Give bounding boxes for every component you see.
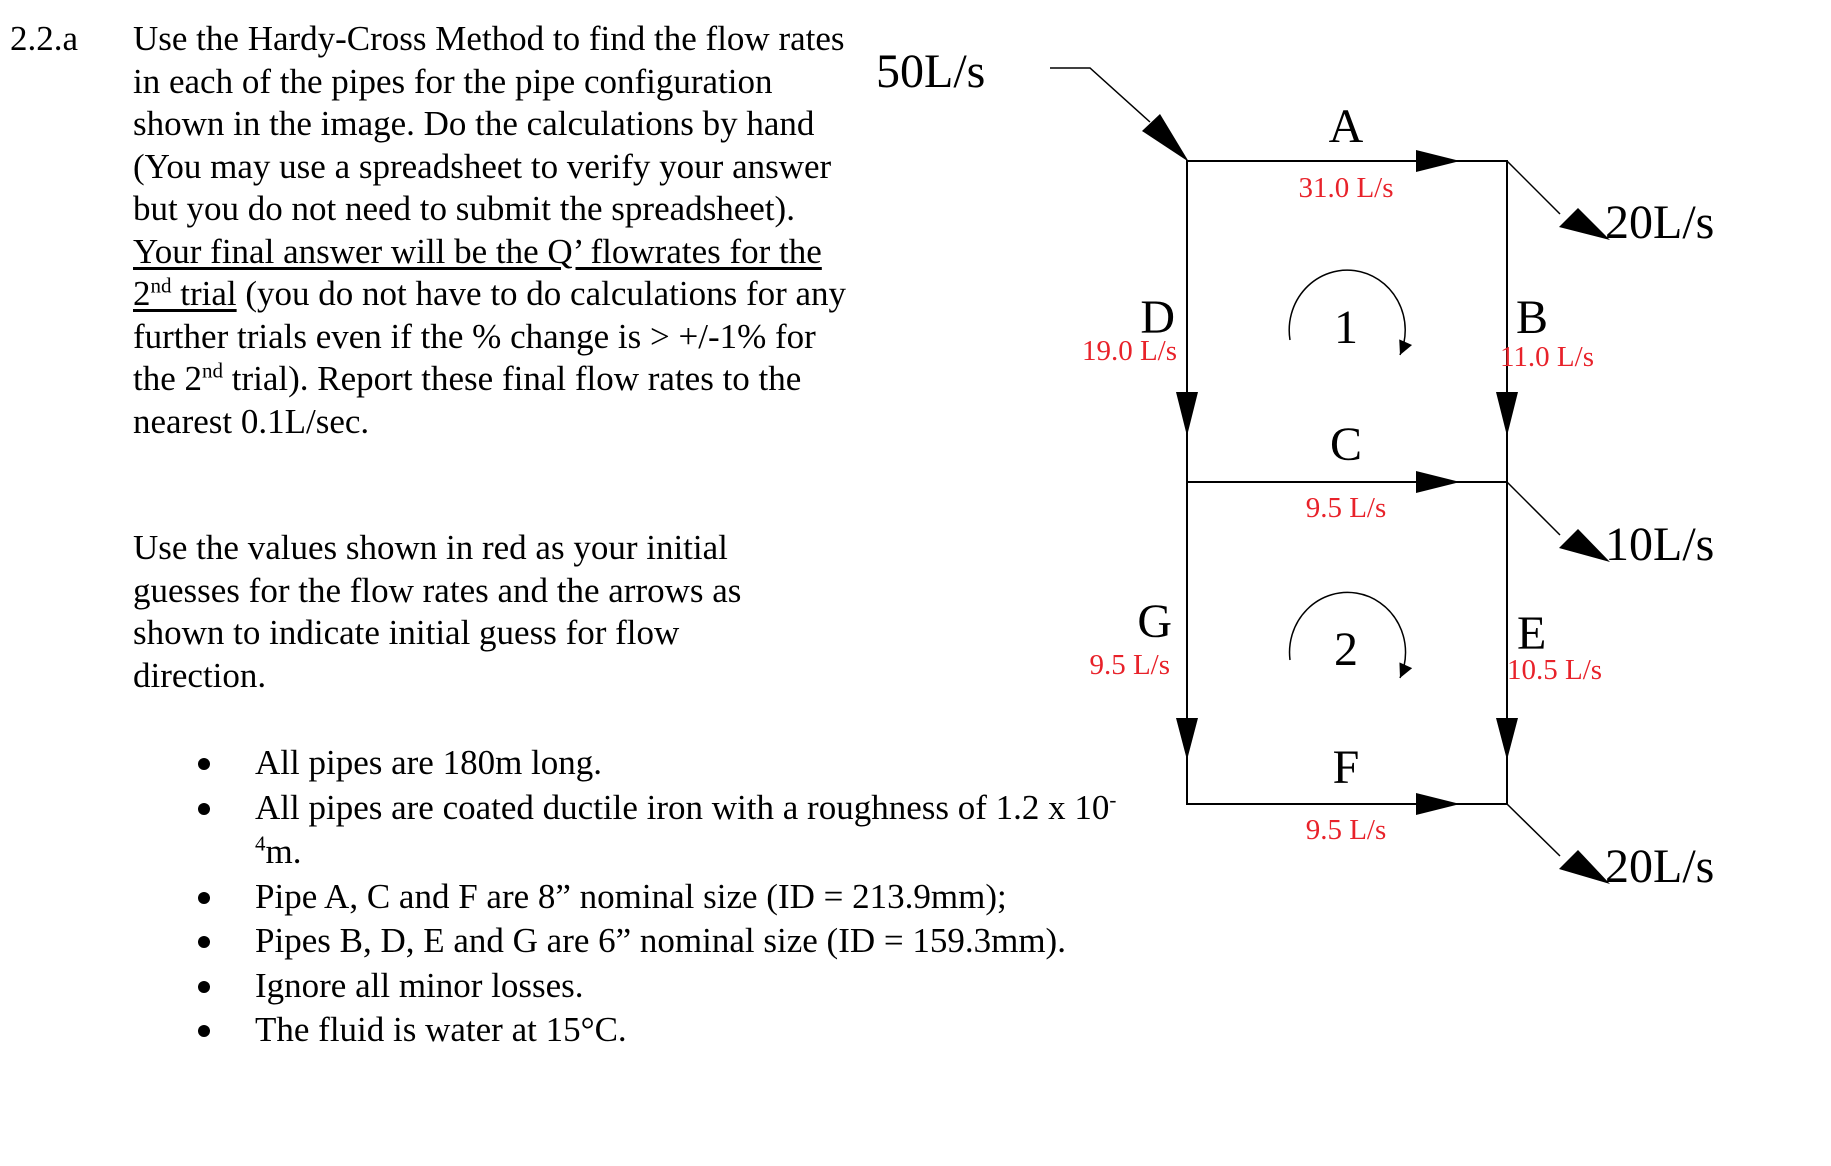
pipe-a-flow: 31.0 L/s [1298, 172, 1394, 204]
pipe-e-flow: 10.5 L/s [1507, 654, 1603, 686]
pipe-b-flow: 11.0 L/s [1500, 341, 1594, 373]
pipe-d-flow: 19.0 L/s [1081, 335, 1177, 367]
outflow-f-label: 20L/s [1605, 840, 1715, 893]
outflow-b-label: 20L/s [1605, 196, 1715, 249]
loop-1-label: 1 [1334, 301, 1358, 354]
pipe-e-label: E [1517, 607, 1547, 660]
pipe-b-arrow-icon [1496, 392, 1518, 436]
problem-statement: Use the Hardy-Cross Method to find the flow rates in each of the pipes for the pipe configuration shown in the image. Do the calculations by hand (You may use a spreadsheet to verify your answer but you do not need to submit the spreadsheet). Your final answer will be the Q’ flowrates for the 2nd trial (you do not have to do calculations for any further trials even if the % change is > +/-1% for the 2nd trial). Report these final flow rates to the nearest 0.1L/sec. [133, 19, 847, 441]
outflow-f-arrow-icon [1559, 850, 1610, 884]
condition-item: Pipe A, C and F are 8” nominal size (ID = 213.9mm); [0, 875, 1120, 920]
pipe-c-arrow-icon [1416, 471, 1460, 493]
condition-item: The fluid is water at 15°C. [0, 1008, 1120, 1053]
pipe-d-label: D [1140, 291, 1175, 344]
condition-item: All pipes are coated ductile iron with a roughness of 1.2 x $10^{-4}m$. [0, 786, 1120, 875]
pipe-d-arrow-icon [1176, 392, 1198, 436]
pipe-g-flow: 9.5 L/s [1089, 649, 1170, 681]
outflow-b-arrow-icon [1559, 208, 1610, 240]
statement-trials: (you do not have to do calculations for any further trials even if the % change is > +/-1% for the 2 [133, 274, 847, 398]
condition-item: Ignore all minor losses. [0, 964, 1120, 1009]
pipe-f-label: F [1332, 741, 1360, 794]
pipe-a-arrow-icon [1416, 150, 1460, 172]
statement-precision: trial). Report these final flow rates to the nearest 0.1L/sec. [133, 359, 802, 441]
outflow-f-line [1507, 804, 1560, 856]
pipe-c-label: C [1329, 418, 1363, 471]
outflow-e-line [1507, 482, 1560, 535]
pipe-f-arrow-icon [1416, 793, 1460, 815]
condition-item: Pipes B, D, E and G are 6” nominal size (ID = 159.3mm). [0, 919, 1120, 964]
outflow-e-label: 10L/s [1605, 518, 1715, 571]
pipe-g-arrow-icon [1176, 718, 1198, 760]
pipe-b-label: B [1516, 291, 1549, 344]
loop-2-label: 2 [1334, 623, 1358, 676]
problem-number: 2.2.a [10, 19, 79, 58]
inflow-label: 50L/s [876, 45, 986, 98]
condition-item: All pipes are 180m long. [0, 741, 1120, 786]
statement-intro: Use the Hardy-Cross Method to find the flow rates in each of the pipes for the pipe configuration shown in the image. Do the calculations by hand (You may use a spreadsheet to verify your answer but you do not need to submit the spreadsheet). [133, 19, 845, 228]
pipe-e-arrow-icon [1496, 718, 1518, 760]
pipe-g-label: G [1137, 595, 1172, 648]
inflow-line [1050, 68, 1150, 122]
pipe-c-flow: 9.5 L/s [1305, 492, 1387, 524]
pipe-f-flow: 9.5 L/s [1305, 814, 1387, 846]
final-answer-note: Your final answer will be the Q’ flowrates for the 2nd trial [133, 231, 822, 313]
outflow-b-line [1507, 161, 1560, 214]
pipe-a-label: A [1328, 100, 1364, 153]
initial-guess-instruction: Use the values shown in red as your initial guesses for the flow rates and the arrows as shown to indicate initial guess for flow direction. [133, 528, 742, 695]
outflow-e-arrow-icon [1559, 529, 1610, 562]
